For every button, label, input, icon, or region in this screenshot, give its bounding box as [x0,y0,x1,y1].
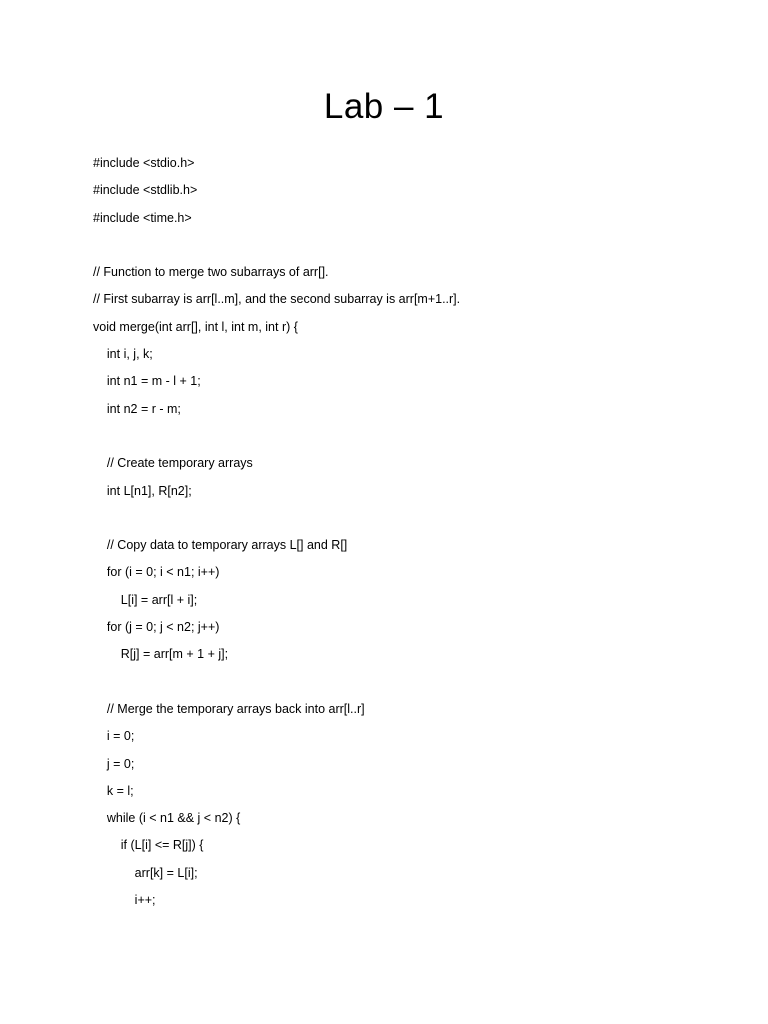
blank-line [93,505,693,532]
code-line: j = 0; [93,756,135,771]
code-line: void merge(int arr[], int l, int m, int r) { [93,319,298,334]
code-line: // Copy data to temporary arrays L[] and R[] [93,538,348,553]
blank-line [93,669,693,696]
code-line: if (L[i] <= R[j]) { [93,838,204,853]
code-line: int n2 = r - m; [93,401,181,416]
code-line: #include <time.h> [93,210,192,225]
code-line: arr[k] = L[i]; [93,865,198,880]
page-title: Lab – 1 [323,87,445,126]
code-line: #include <stdlib.h> [93,183,198,198]
code-line: i++; [93,893,156,908]
code-body [93,150,693,914]
code-line: #include <stdio.h> [93,156,195,170]
code-line: // First subarray is arr[l..m], and the second subarray is arr[m+1..r]. [93,292,461,307]
code-line: int L[n1], R[n2]; [93,483,192,498]
code-line: int i, j, k; [93,347,153,362]
code-line: int n1 = m - l + 1; [93,374,201,389]
code-line: i = 0; [93,729,135,744]
code-line: // Function to merge two subarrays of arr[]. [93,265,329,280]
code-line: k = l; [93,783,134,798]
code-line: // Create temporary arrays [93,456,253,471]
code-line: while (i < n1 && j < n2) { [93,811,241,826]
blank-line [93,232,693,259]
code-line: R[j] = arr[m + 1 + j]; [93,647,229,662]
code-line: for (j = 0; j < n2; j++) [93,620,220,635]
code-line: L[i] = arr[l + i]; [93,592,198,607]
code-line: for (i = 0; i < n1; i++) [93,565,220,580]
blank-line [93,423,693,450]
code-line: // Merge the temporary arrays back into arr[l..r] [93,701,365,716]
